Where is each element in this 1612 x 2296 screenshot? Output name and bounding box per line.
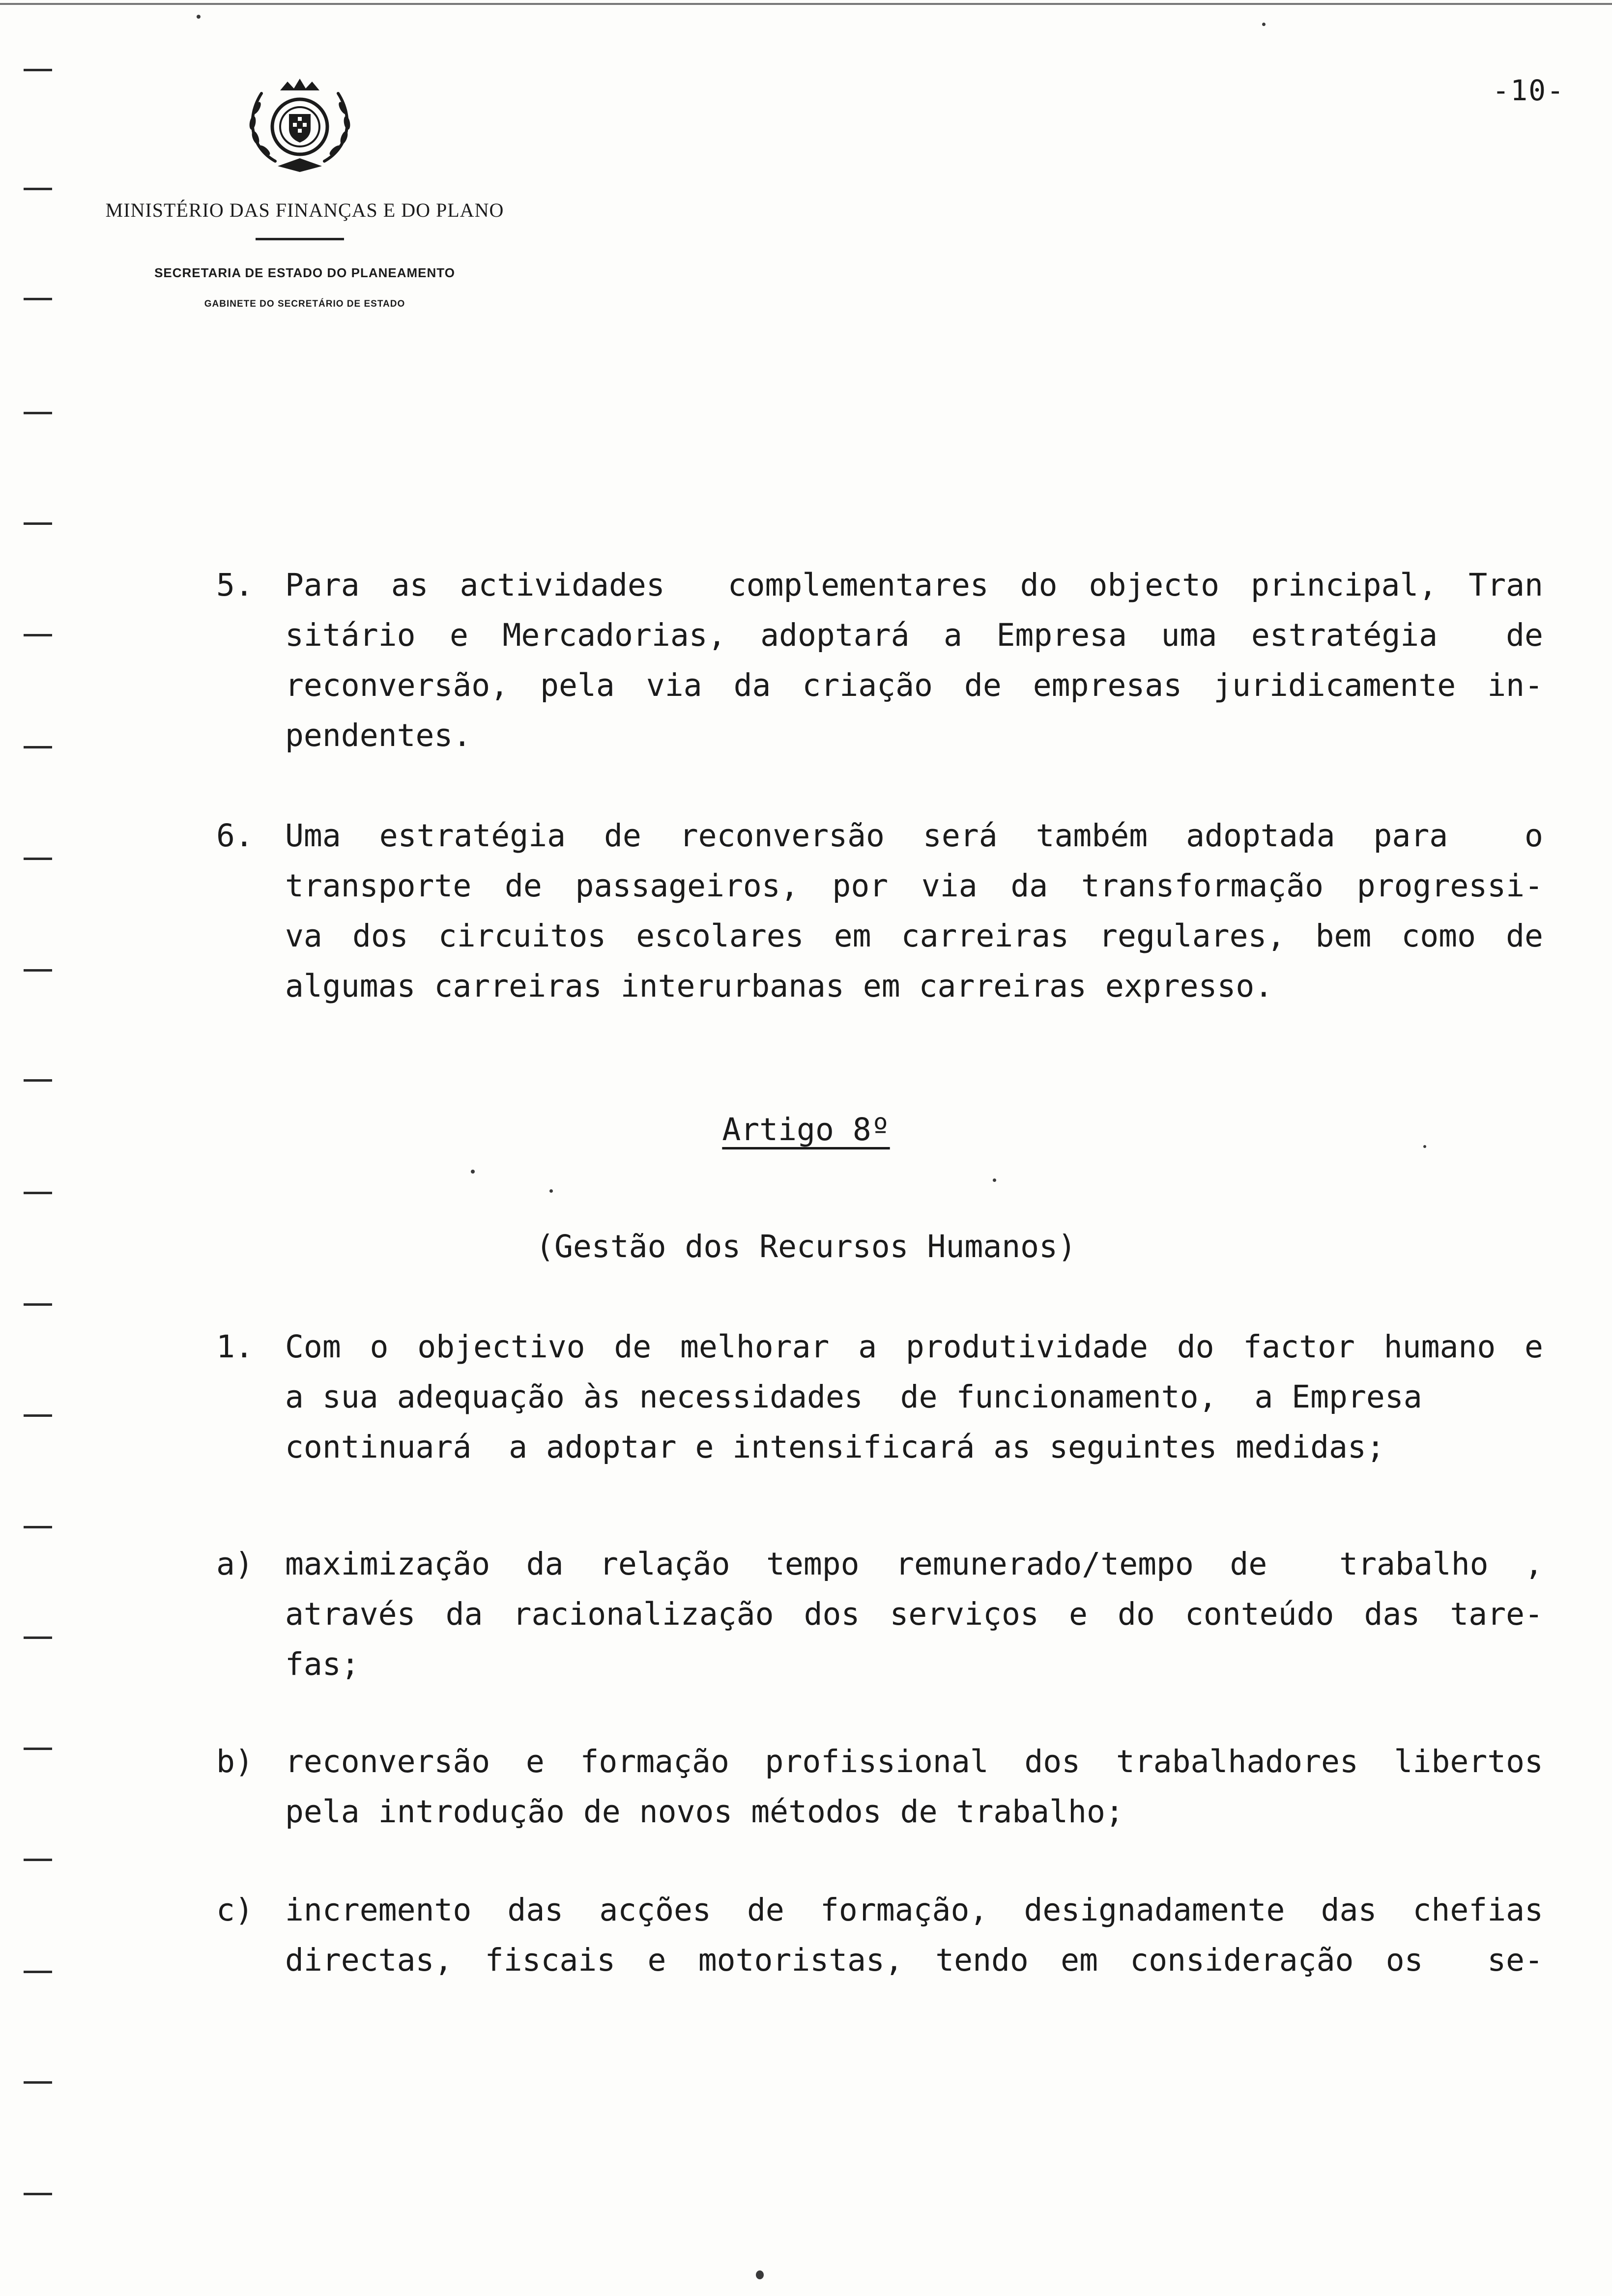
- list-item-a: [216, 1539, 1543, 1690]
- item-line: pendentes.: [285, 718, 472, 753]
- numbered-item-5: [216, 560, 1543, 761]
- margin-tick: [24, 69, 52, 71]
- item-number: 6.: [216, 818, 254, 854]
- item-line: a sua adequação às necessidades de funcionamento, a Empresa: [285, 1379, 1422, 1415]
- list-item-b: [216, 1737, 1543, 1837]
- scan-speck: [756, 2270, 764, 2279]
- margin-tick: [24, 746, 52, 748]
- item-number: 5.: [216, 567, 254, 603]
- item-line: Uma estratégia de reconversão será também adoptada para o: [285, 818, 1543, 854]
- item-number: 1.: [216, 1329, 254, 1365]
- cabinet-name: GABINETE DO SECRETÁRIO DE ESTADO: [204, 299, 405, 309]
- item-line: transporte de passageiros, por via da transformação progressi-: [285, 868, 1543, 904]
- item-line: maximização da relação tempo remunerado/tempo de trabalho ,: [285, 1546, 1543, 1582]
- item-line: algumas carreiras interurbanas em carreiras expresso.: [285, 968, 1273, 1004]
- article-heading: [0, 1112, 1612, 1148]
- margin-tick: [24, 298, 52, 300]
- scan-speck: [1262, 23, 1266, 26]
- article-title: Artigo 8º: [722, 1112, 890, 1148]
- scan-speck: [549, 1189, 553, 1193]
- margin-tick: [24, 858, 52, 860]
- portuguese-coat-of-arms-icon: [231, 74, 369, 177]
- item-line: pela introdução de novos métodos de trabalho;: [285, 1794, 1124, 1830]
- scan-speck: [197, 15, 201, 19]
- article-subtitle: (Gestão dos Recursos Humanos): [536, 1229, 1076, 1264]
- margin-tick: [24, 1192, 52, 1194]
- margin-tick: [24, 634, 52, 636]
- header-divider: [256, 238, 344, 240]
- numbered-item-1: [216, 1322, 1543, 1472]
- list-item-c: [216, 1885, 1543, 1985]
- item-line: reconversão, pela via da criação de empresas juridicamente in-: [285, 667, 1543, 703]
- margin-tick: [24, 1859, 52, 1861]
- margin-tick: [24, 522, 52, 525]
- item-line: va dos circuitos escolares em carreiras regulares, bem como de: [285, 918, 1543, 954]
- item-letter: a): [216, 1546, 254, 1582]
- margin-tick: [24, 1526, 52, 1528]
- margin-tick-marks: [24, 0, 53, 2296]
- secretariat-name: SECRETARIA DE ESTADO DO PLANEAMENTO: [154, 265, 455, 280]
- item-line: incremento das acções de formação, designadamente das chefias: [285, 1892, 1543, 1928]
- item-letter: c): [216, 1892, 254, 1928]
- item-line: através da racionalização dos serviços e do conteúdo das tare-: [285, 1596, 1543, 1632]
- margin-tick: [24, 1636, 52, 1639]
- margin-tick: [24, 188, 52, 190]
- margin-tick: [24, 2193, 52, 2195]
- margin-tick: [24, 1414, 52, 1417]
- item-line: fas;: [285, 1646, 360, 1682]
- margin-tick: [24, 412, 52, 414]
- margin-tick: [24, 1079, 52, 1082]
- margin-tick: [24, 1748, 52, 1750]
- ministry-name: MINISTÉRIO DAS FINANÇAS E DO PLANO: [105, 199, 504, 221]
- margin-tick: [24, 969, 52, 972]
- top-border-line: [0, 3, 1612, 5]
- scan-speck: [993, 1178, 996, 1182]
- item-line: reconversão e formação profissional dos trabalhadores libertos: [285, 1744, 1543, 1779]
- item-line: continuará a adoptar e intensificará as seguintes medidas;: [285, 1429, 1385, 1465]
- item-line: sitário e Mercadorias, adoptará a Empresa uma estratégia de: [285, 617, 1543, 653]
- item-line: Para as actividades complementares do objecto principal, Tran: [285, 567, 1543, 603]
- scan-speck: [471, 1170, 475, 1174]
- item-line: Com o objectivo de melhorar a produtividade do factor humano e: [285, 1329, 1543, 1365]
- margin-tick: [24, 1303, 52, 1306]
- item-letter: b): [216, 1744, 254, 1779]
- margin-tick: [24, 1971, 52, 1973]
- margin-tick: [24, 2081, 52, 2084]
- page-number: -10-: [1492, 74, 1565, 107]
- item-line: directas, fiscais e motoristas, tendo em consideração os se-: [285, 1942, 1543, 1978]
- scan-speck: [1423, 1145, 1426, 1148]
- numbered-item-6: [216, 811, 1543, 1011]
